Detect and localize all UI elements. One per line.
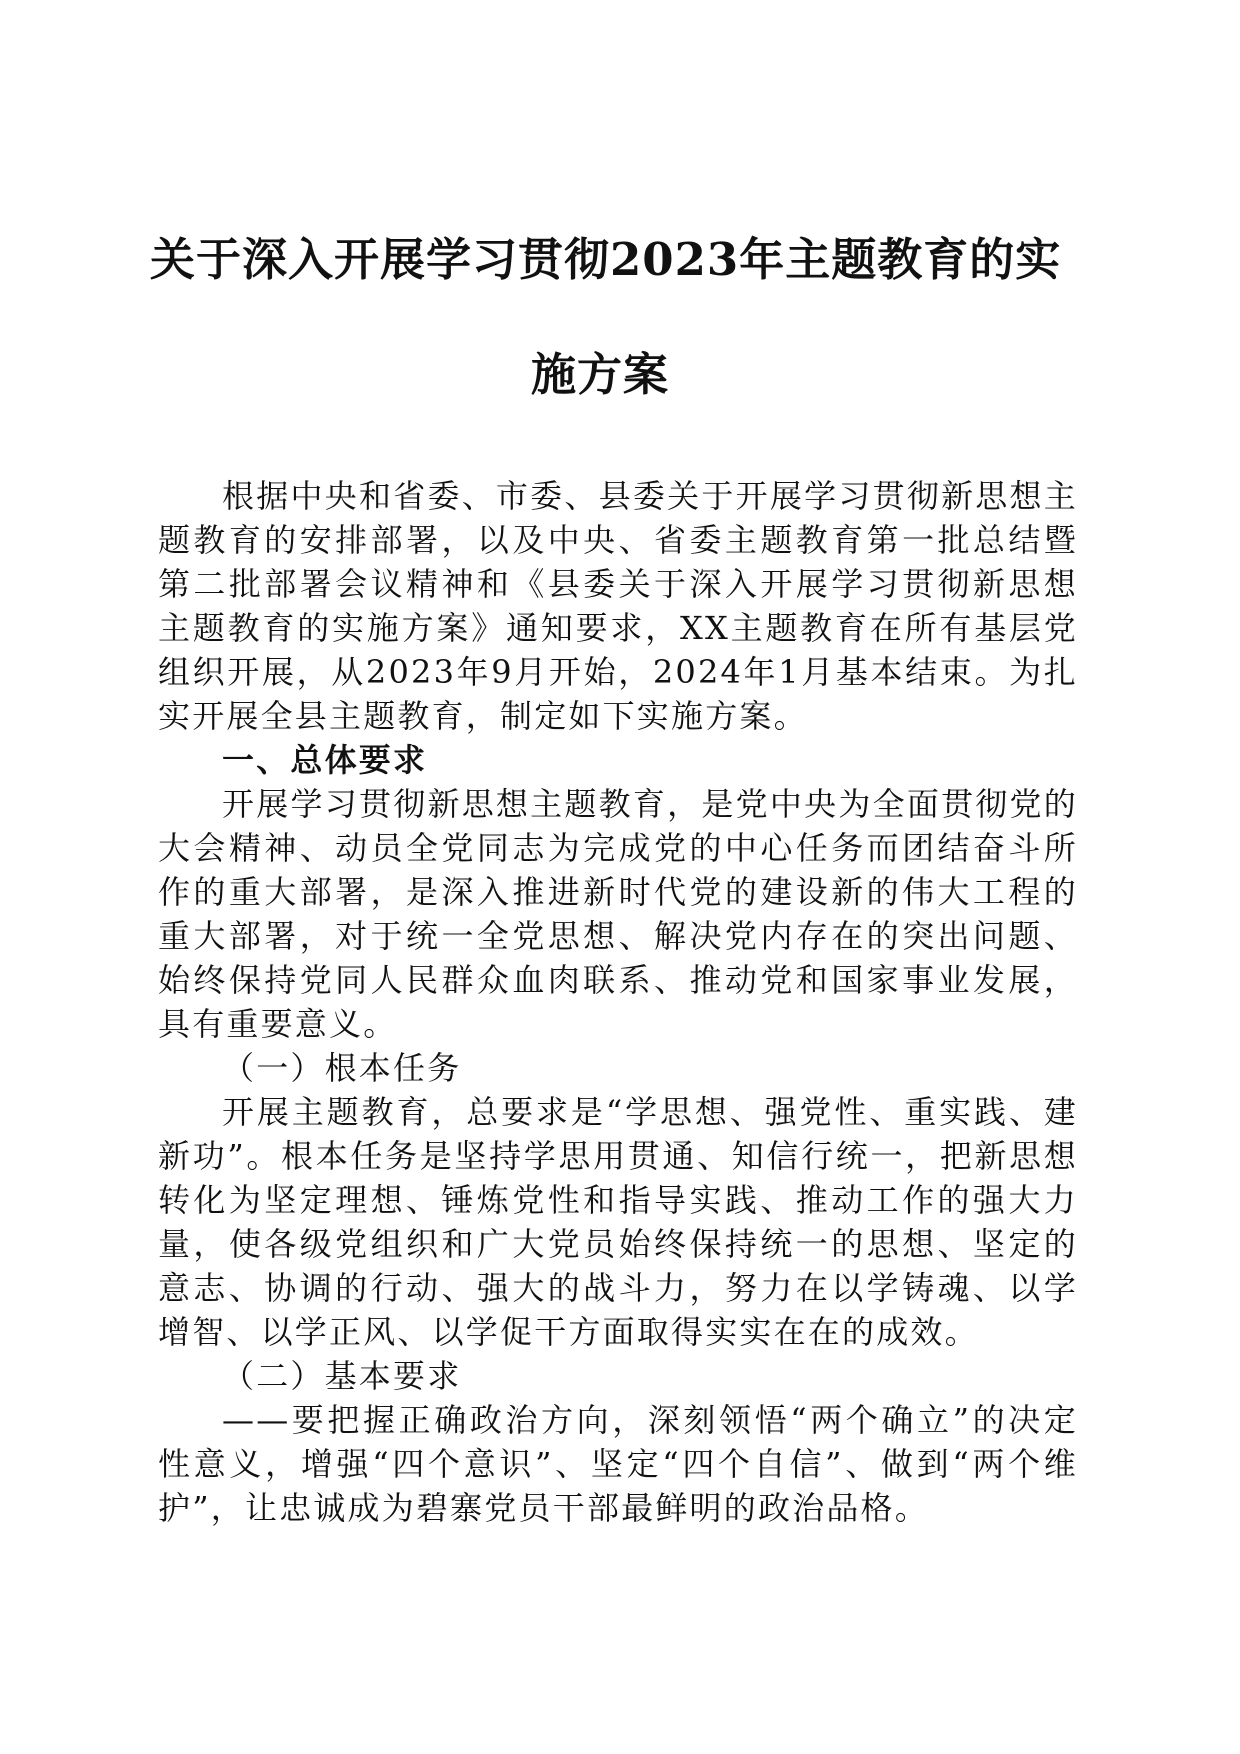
document-title-line-2: 施方案: [530, 348, 669, 401]
subheading-fundamental-task: （一）根本任务: [222, 1049, 462, 1087]
paragraph-fundamental-task: 开展主题教育，总要求是“学思想、强党性、重实践、建新功”。根本任务是坚持学思用贯通、知信行统一，把新思想转化为坚定理想、锤炼党性和指导实践、推动工作的强大力量，使各级党组织和广大党员始终保持统一的思想、坚定的意志、协调的行动、强大的战斗力，努力在以学铸魂、以学增智、以学正风、以学促干方面取得实实在在的成效。: [158, 1093, 1078, 1351]
document-body: [158, 474, 1078, 1530]
section-heading-general-requirements: 一、总体要求: [222, 741, 428, 779]
section-paragraph-general-requirements: 开展学习贯彻新思想主题教育，是党中央为全面贯彻党的大会精神、动员全党同志为完成党的中心任务而团结奋斗所作的重大部署，是深入推进新时代党的建设新的伟大工程的重大部署，对于统一全党思想、解决党内存在的突出问题、始终保持党同人民群众血肉联系、推动党和国家事业发展，具有重要意义。: [158, 785, 1078, 1043]
document-title-line-1: 关于深入开展学习贯彻2023年主题教育的实: [150, 233, 1062, 286]
paragraph-basic-requirements: ——要把握正确政治方向，深刻领悟“两个确立”的决定性意义，增强“四个意识”、坚定“四个自信”、做到“两个维护”，让忠诚成为碧寨党员干部最鲜明的政治品格。: [158, 1401, 1078, 1527]
subheading-basic-requirements: （二）基本要求: [222, 1357, 462, 1395]
intro-paragraph: 根据中央和省委、市委、县委关于开展学习贯彻新思想主题教育的安排部署，以及中央、省委主题教育第一批总结暨第二批部署会议精神和《县委关于深入开展学习贯彻新思想主题教育的实施方案》通知要求，XX主题教育在所有基层党组织开展，从2023年9月开始，2024年1月基本结束。为扎实开展全县主题教育，制定如下实施方案。: [158, 477, 1078, 735]
